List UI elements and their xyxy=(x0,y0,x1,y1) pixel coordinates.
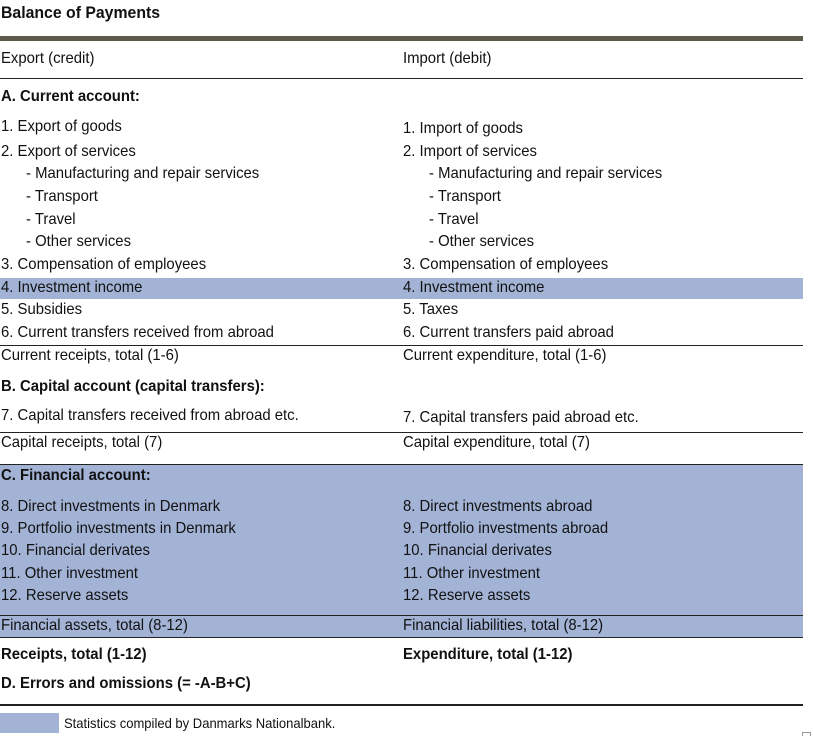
capital-account-bottom-divider xyxy=(0,464,803,465)
section-heading-capital-account: B. Capital account (capital transfers): xyxy=(1,378,265,395)
section-heading-errors-and-omissions: D. Errors and omissions (= -A-B+C) xyxy=(1,675,251,692)
import-item: 6. Current transfers paid abroad xyxy=(403,324,614,341)
column-header-export: Export (credit) xyxy=(1,50,95,67)
capital-expenditure-total: Capital expenditure, total (7) xyxy=(403,434,590,451)
export-item: 5. Subsidies xyxy=(1,301,83,318)
export-item: 6. Current transfers received from abroad xyxy=(1,324,274,341)
capital-account-total-divider xyxy=(0,432,803,433)
export-item: 1. Export of goods xyxy=(1,118,122,135)
import-item: 7. Capital transfers paid abroad etc. xyxy=(403,409,639,426)
financial-liabilities-total: Financial liabilities, total (8-12) xyxy=(403,617,604,634)
import-item: 5. Taxes xyxy=(403,301,459,318)
legend-swatch xyxy=(0,713,59,733)
expenditure-total: Expenditure, total (1-12) xyxy=(403,646,573,663)
current-receipts-total: Current receipts, total (1-6) xyxy=(1,347,179,364)
export-item: 4. Investment income xyxy=(1,279,143,296)
import-sub-item: - Manufacturing and repair services xyxy=(429,165,663,182)
import-item: 3. Compensation of employees xyxy=(403,256,609,273)
import-item: 10. Financial derivates xyxy=(403,542,552,559)
import-item: 1. Import of goods xyxy=(403,120,523,137)
export-item: 11. Other investment xyxy=(1,565,139,582)
import-item: 9. Portfolio investments abroad xyxy=(403,520,609,537)
import-item: 8. Direct investments abroad xyxy=(403,498,593,515)
import-item: 11. Other investment xyxy=(403,565,541,582)
column-header-import: Import (debit) xyxy=(403,50,492,67)
import-item: 4. Investment income xyxy=(403,279,545,296)
export-item: 8. Direct investments in Denmark xyxy=(1,498,221,515)
financial-account-total-divider xyxy=(0,615,803,616)
legend-text: Statistics compiled by Danmarks Nationalbank. xyxy=(64,715,336,731)
export-sub-item: - Travel xyxy=(26,211,76,228)
export-sub-item: - Transport xyxy=(26,188,98,205)
export-sub-item: - Other services xyxy=(26,233,132,250)
export-item: 10. Financial derivates xyxy=(1,542,150,559)
import-sub-item: - Other services xyxy=(429,233,535,250)
import-sub-item: - Transport xyxy=(429,188,501,205)
receipts-total: Receipts, total (1-12) xyxy=(1,646,147,663)
export-item: 2. Export of services xyxy=(1,143,136,160)
export-item: 3. Compensation of employees xyxy=(1,256,207,273)
section-heading-financial-account: C. Financial account: xyxy=(1,467,151,484)
import-sub-item: - Travel xyxy=(429,211,479,228)
export-item: 7. Capital transfers received from abroad etc. xyxy=(1,407,299,424)
export-item: 9. Portfolio investments in Denmark xyxy=(1,520,236,537)
current-account-total-divider xyxy=(0,345,803,346)
current-expenditure-total: Current expenditure, total (1-6) xyxy=(403,347,607,364)
export-sub-item: - Manufacturing and repair services xyxy=(26,165,260,182)
section-heading-current-account: A. Current account: xyxy=(1,88,140,105)
page-title: Balance of Payments xyxy=(1,3,161,22)
import-item: 2. Import of services xyxy=(403,143,537,160)
financial-assets-total: Financial assets, total (8-12) xyxy=(1,617,188,634)
export-item: 12. Reserve assets xyxy=(1,587,129,604)
financial-account-bottom-divider xyxy=(0,637,803,638)
table-bottom-divider xyxy=(0,704,803,706)
corner-mark xyxy=(802,732,811,736)
title-divider xyxy=(0,36,803,41)
capital-receipts-total: Capital receipts, total (7) xyxy=(1,434,163,451)
import-item: 12. Reserve assets xyxy=(403,587,531,604)
header-divider xyxy=(0,78,803,79)
